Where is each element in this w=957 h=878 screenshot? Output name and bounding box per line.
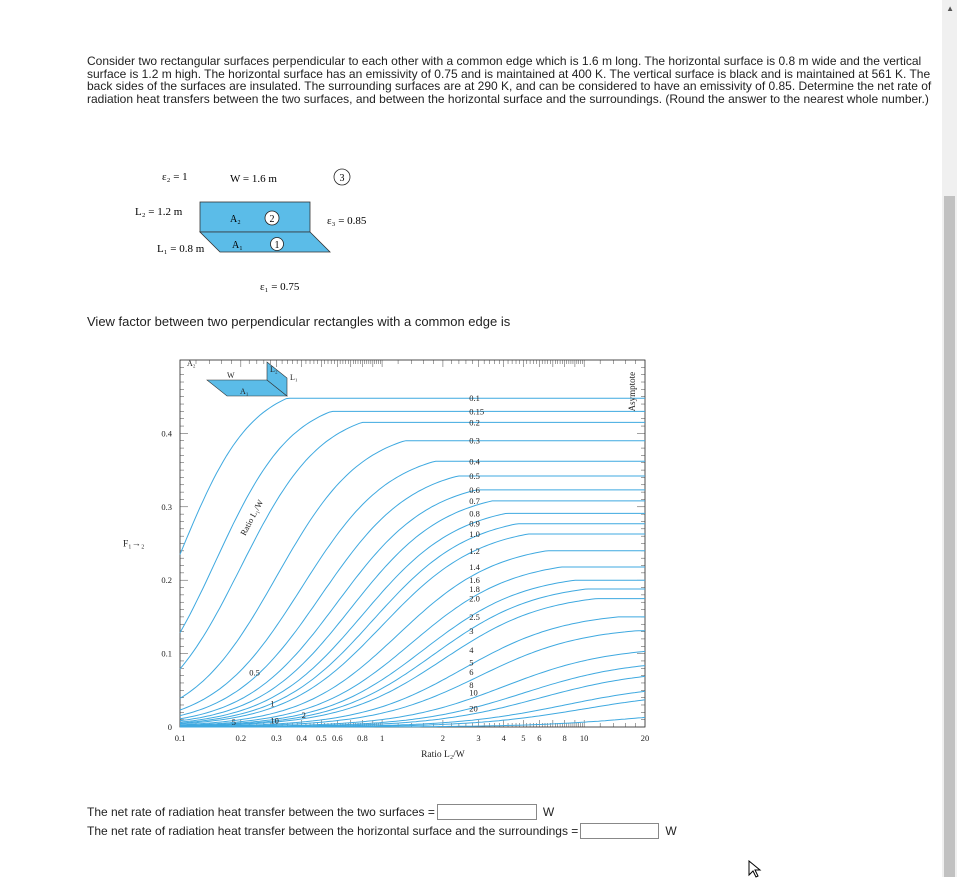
vertical-surface-a2: [200, 202, 310, 232]
view-factor-chart: [115, 342, 670, 772]
x-tick-label: 0.2: [235, 733, 247, 743]
curve-label: 20: [469, 703, 478, 714]
a2-label: A₂: [230, 214, 241, 225]
y-tick-label: 0.4: [161, 428, 172, 439]
curve-label: 4: [469, 644, 474, 655]
view-factor-caption: View factor between two perpendicular rectangles with a common edge is: [87, 314, 511, 329]
y-tick-label: 0.3: [161, 501, 172, 512]
node-1-label: 1: [274, 240, 280, 251]
answer-1-label: The net rate of radiation heat transfer between the two surfaces =: [87, 805, 435, 819]
curve-label: 1.8: [469, 584, 480, 595]
curve-series: [180, 589, 645, 726]
curve-label: 2.5: [469, 611, 480, 622]
inset-label: W: [227, 371, 235, 380]
x-tick-label: 8: [562, 733, 567, 743]
inset-label: A₂: [187, 359, 196, 368]
problem-statement: Consider two rectangular surfaces perpendicular to each other with a common edge which is 1.6 m long. The horizontal surface is 0.8 m wide and the vertical surface is 1.2 m high. The horizontal surface has an emissivity of 0.75 and is maintained at 400 K. The vertical surface is black and is maintained at 561 K. The back sides of the surfaces are insulated. The surrounding surfaces are at 290 K, and can be considered to have an emissivity of 0.85. Determine the net rate of radiation heat transfers between the two surfaces, and between the horizontal surface and the surroundings. (Round the answer to the nearest whole number.): [87, 54, 932, 106]
inline-curve-label: 2: [301, 710, 306, 721]
inline-curve-label: 1: [270, 698, 275, 709]
x-tick-label: 2: [440, 733, 446, 743]
y-axis-label: F₁→₂: [123, 539, 145, 550]
y-tick-label: 0.2: [161, 575, 172, 586]
curve-label: 1.6: [469, 575, 480, 586]
curve-label: 0.5: [469, 470, 480, 481]
mouse-cursor-icon: [748, 860, 762, 878]
inline-curve-label: 10: [270, 715, 279, 726]
x-tick-label: 0.8: [357, 733, 368, 743]
curve-series: [180, 422, 645, 669]
curve-label: 0.9: [469, 518, 480, 529]
l2-label: L₂ = 1.2 m: [135, 206, 183, 218]
curve-label: 0.8: [469, 508, 480, 519]
curve-label: 0.2: [469, 417, 480, 428]
answer-1-unit: W: [542, 805, 555, 819]
answer-1-input[interactable]: [437, 804, 537, 820]
answer-2-label: The net rate of radiation heat transfer between the horizontal surface and the surroundings =: [87, 824, 579, 838]
inline-curve-label: 0.5: [249, 667, 260, 678]
answer-2-unit: W: [665, 824, 677, 838]
curve-label: 3: [469, 625, 474, 636]
x-tick-label: 0.5: [315, 733, 327, 743]
inline-curve-label: 5: [231, 716, 236, 727]
curve-label: 1.0: [469, 528, 480, 539]
chart-inset-diagram: [187, 359, 298, 396]
x-tick-label: 0.4: [296, 733, 307, 743]
curve-parameter-label: Ratio L₁/W: [238, 497, 266, 538]
curve-series: [180, 551, 645, 725]
curve-label: 0.1: [469, 393, 480, 404]
curve-label: 5: [469, 657, 474, 668]
node-3-label: 3: [339, 173, 345, 184]
curve-label: 10: [469, 687, 478, 698]
curve-label: 0.6: [469, 484, 480, 495]
width-label: W = 1.6 m: [230, 173, 277, 185]
curve-label: 0.3: [469, 435, 480, 446]
y-tick-label: 0.1: [161, 648, 172, 659]
x-tick-label: 6: [537, 733, 542, 743]
answer-row-2: [87, 823, 677, 839]
scrollbar-thumb[interactable]: [944, 196, 955, 877]
curve-label: 0.15: [469, 406, 485, 417]
x-tick-label: 1: [379, 733, 385, 743]
x-tick-label: 20: [640, 733, 650, 743]
curve-label: 0.4: [469, 456, 480, 467]
eps3-label: ε₃ = 0.85: [327, 215, 367, 227]
curve-label: 2.0: [469, 593, 480, 604]
horizontal-surface-a1: [200, 232, 330, 252]
y-tick-label: 0: [167, 722, 172, 732]
curve-label: 0.7: [469, 495, 480, 506]
scroll-up-arrow-icon[interactable]: ▲: [946, 4, 954, 13]
curve-label: 1.4: [469, 561, 480, 572]
answer-2-input[interactable]: [580, 823, 659, 839]
curve-label: 8: [469, 680, 474, 691]
x-tick-label: 0.1: [174, 733, 186, 743]
inset-label: L₁: [290, 373, 298, 382]
inset-label: A₁: [240, 387, 249, 396]
eps1-label: ε₁ = 0.75: [260, 281, 300, 293]
a1-label: A₁: [232, 240, 243, 251]
x-tick-label: 3: [476, 733, 481, 743]
asymptote-label: Asymptote: [627, 371, 637, 412]
answer-row-1: [87, 804, 554, 820]
curve-label: 6: [469, 666, 474, 677]
curve-series: [180, 513, 645, 722]
curve-series: [180, 441, 645, 699]
inset-label: L₂: [270, 365, 278, 374]
eps2-label: ε₂ = 1: [162, 171, 188, 183]
x-tick-label: 0.6: [331, 733, 343, 743]
l1-label: L₁ = 0.8 m: [157, 243, 205, 255]
vertical-scrollbar[interactable]: [942, 0, 957, 877]
x-tick-label: 4: [501, 733, 506, 743]
curve-label: 1.2: [469, 545, 480, 556]
node-2-label: 2: [269, 214, 275, 225]
geometry-figure: [120, 160, 400, 300]
x-tick-label: 0.3: [271, 733, 282, 743]
x-tick-label: 10: [579, 733, 589, 743]
x-tick-label: 5: [521, 733, 526, 743]
x-axis-label: Ratio L₂/W: [421, 750, 465, 760]
